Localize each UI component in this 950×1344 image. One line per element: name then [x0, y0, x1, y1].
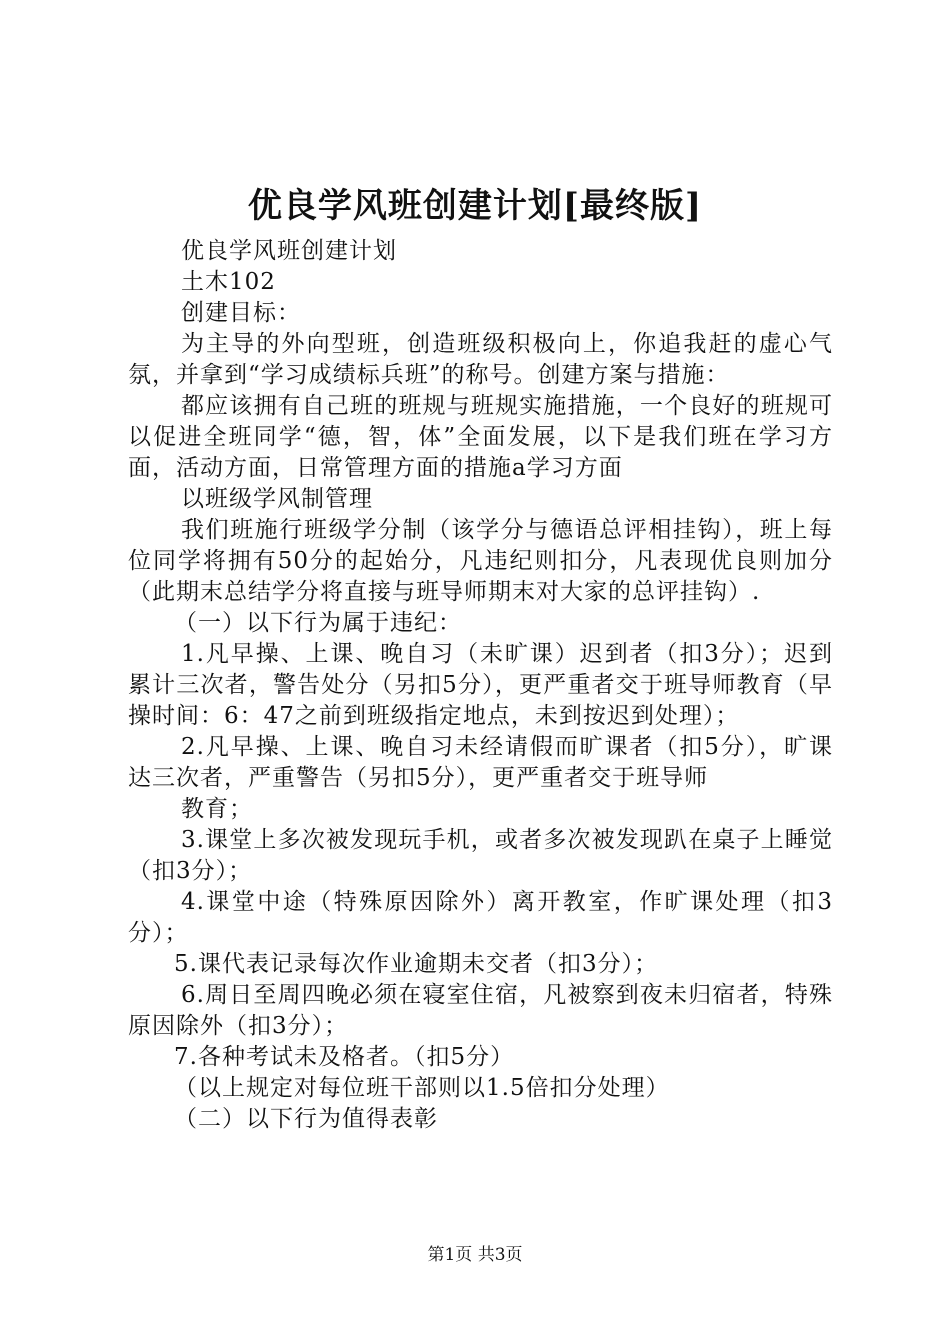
paragraph-credit-system: 我们班施行班级学分制（该学分与德语总评相挂钩），班上每位同学将拥有50分的起始分，凡违纪则扣分，凡表现优良则加分（此期末总结学分将直接与班导师期末对大家的总评挂钩）.	[128, 517, 833, 605]
paragraph-commendation-heading: （二）以下行为值得表彰	[174, 1106, 438, 1132]
paragraph-study-management: 以班级学风制管理	[181, 486, 373, 512]
paragraph-cadre-rule: （以上规定对每位班干部则以1.5倍扣分处理）	[174, 1075, 670, 1101]
document-body	[128, 236, 833, 1135]
paragraph-plan-name: 优良学风班创建计划	[181, 238, 397, 264]
list-item-rule-2: 2.凡早操、上课、晚自习未经请假而旷课者（扣5分），旷课达三次者，严重警告（另扣5分），更严重者交于班导师	[128, 734, 833, 791]
page-number: 第1页 共3页	[427, 1245, 523, 1265]
document-title: 优良学风班创建计划[最终版]	[247, 186, 703, 226]
paragraph-class-rules: 都应该拥有自己班的班规与班规实施措施，一个良好的班规可以促进全班同学“德，智，体”全面发展，以下是我们班在学习方面，活动方面，日常管理方面的措施a学习方面	[128, 393, 833, 481]
list-item-rule-7: 7.各种考试未及格者。（扣5分）	[174, 1044, 515, 1070]
paragraph-goal-heading: 创建目标：	[181, 300, 301, 326]
paragraph-class-name: 土木102	[181, 269, 276, 295]
list-item-rule-5: 5.课代表记录每次作业逾期未交者（扣3分）；	[174, 951, 659, 977]
paragraph-goal-text: 为主导的外向型班，创造班级积极向上，你追我赶的虚心气氛，并拿到“学习成绩标兵班”的称号。创建方案与措施：	[128, 331, 833, 388]
list-item-rule-6: 6.周日至周四晚必须在寝室住宿，凡被察到夜未归宿者，特殊原因除外（扣3分）；	[128, 982, 833, 1039]
paragraph-violations-heading: （一）以下行为属于违纪：	[174, 610, 462, 636]
list-item-rule-2-continued: 教育；	[181, 796, 253, 822]
list-item-rule-4: 4.课堂中途（特殊原因除外）离开教室，作旷课处理（扣3分）；	[128, 889, 833, 946]
list-item-rule-1: 1.凡早操、上课、晚自习（未旷课）迟到者（扣3分）；迟到累计三次者，警告处分（另扣5分），更严重者交于班导师教育（早操时间：6：47之前到班级指定地点，未到按迟到处理）；	[128, 641, 833, 729]
list-item-rule-3: 3.课堂上多次被发现玩手机，或者多次被发现趴在桌子上睡觉（扣3分）；	[128, 827, 833, 884]
